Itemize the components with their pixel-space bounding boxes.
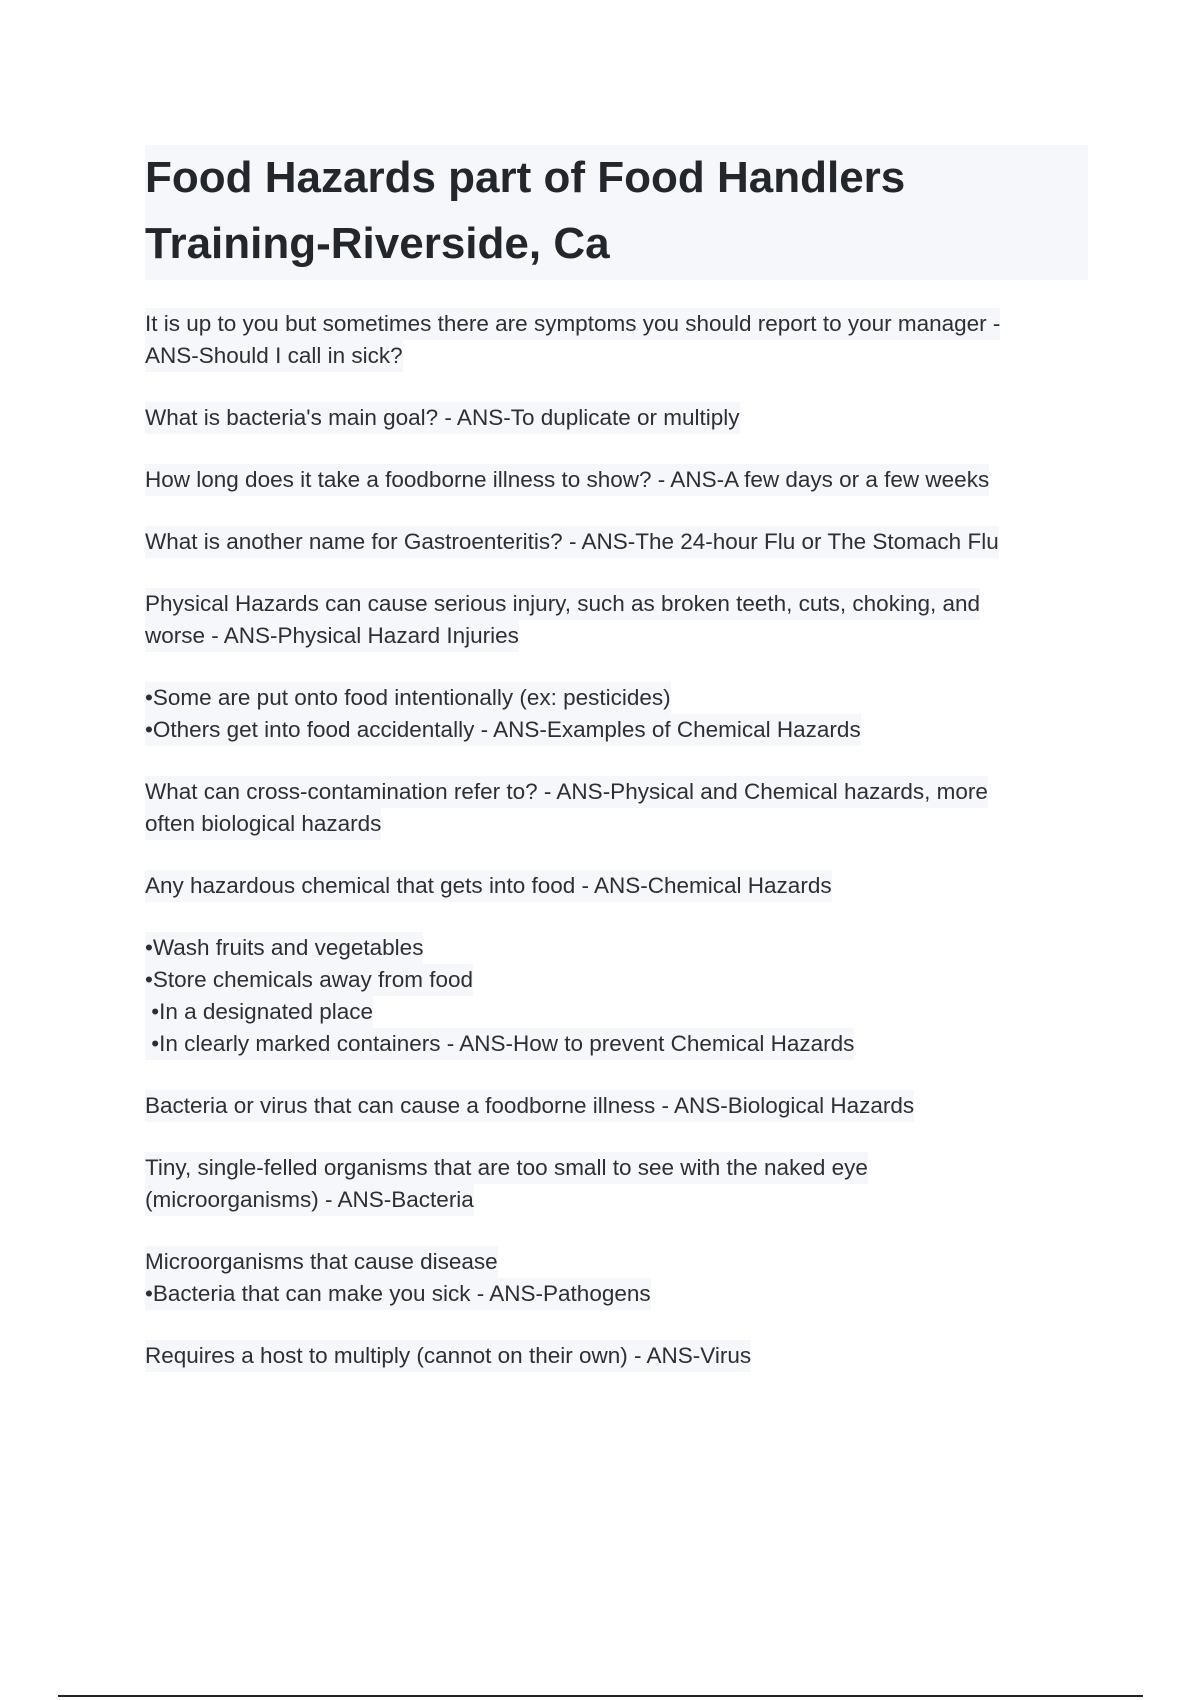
qa-line-row	[145, 588, 1085, 620]
qa-line-row	[145, 714, 1085, 746]
qa-line-row	[145, 526, 1085, 558]
qa-line-row	[145, 996, 1085, 1028]
qa-line-row	[145, 1028, 1085, 1060]
qa-entry	[145, 402, 1085, 434]
qa-entry	[145, 932, 1085, 1060]
qa-line-row	[145, 1090, 1085, 1122]
qa-line-text: Requires a host to multiply (cannot on their own) - ANS-Virus	[145, 1340, 751, 1372]
qa-line-text: often biological hazards	[145, 808, 381, 840]
qa-line-text: •In a designated place	[145, 996, 373, 1028]
qa-line-text: Physical Hazards can cause serious injury, such as broken teeth, cuts, choking, and	[145, 588, 980, 620]
qa-line-text: ANS-Should I call in sick?	[145, 340, 403, 372]
qa-line-text: •Store chemicals away from food	[145, 964, 473, 996]
qa-line-row	[145, 808, 1085, 840]
qa-list	[145, 308, 1085, 1402]
qa-line-text: worse - ANS-Physical Hazard Injuries	[145, 620, 519, 652]
qa-entry	[145, 526, 1085, 558]
qa-line-row	[145, 682, 1085, 714]
qa-line-text: •Some are put onto food intentionally (ex: pesticides)	[145, 682, 671, 714]
qa-line-row	[145, 870, 1085, 902]
qa-entry	[145, 1246, 1085, 1310]
qa-entry	[145, 464, 1085, 496]
qa-line-text: How long does it take a foodborne illness to show? - ANS-A few days or a few weeks	[145, 464, 989, 496]
footer-divider	[58, 1695, 1143, 1697]
qa-entry	[145, 870, 1085, 902]
qa-line-row	[145, 776, 1085, 808]
qa-line-text: •In clearly marked containers - ANS-How to prevent Chemical Hazards	[145, 1028, 854, 1060]
title-block	[145, 145, 1088, 280]
qa-line-text: (microorganisms) - ANS-Bacteria	[145, 1184, 474, 1216]
qa-line-row	[145, 402, 1085, 434]
qa-entry	[145, 1090, 1085, 1122]
qa-entry	[145, 588, 1085, 652]
qa-line-text: Any hazardous chemical that gets into food - ANS-Chemical Hazards	[145, 870, 832, 902]
qa-line-text: •Bacteria that can make you sick - ANS-Pathogens	[145, 1278, 651, 1310]
qa-line-row	[145, 1152, 1085, 1184]
qa-line-text: Tiny, single-felled organisms that are too small to see with the naked eye	[145, 1152, 868, 1184]
qa-line-text: What is bacteria's main goal? - ANS-To duplicate or multiply	[145, 402, 740, 434]
qa-line-row	[145, 1340, 1085, 1372]
qa-line-text: It is up to you but sometimes there are symptoms you should report to your manager -	[145, 308, 1000, 340]
qa-line-text: What is another name for Gastroenteritis? - ANS-The 24-hour Flu or The Stomach Flu	[145, 526, 999, 558]
qa-line-text: Microorganisms that cause disease	[145, 1246, 498, 1278]
qa-entry	[145, 776, 1085, 840]
qa-line-text: •Wash fruits and vegetables	[145, 932, 423, 964]
qa-entry	[145, 1152, 1085, 1216]
qa-line-row	[145, 964, 1085, 996]
qa-line-row	[145, 620, 1085, 652]
qa-line-row	[145, 1278, 1085, 1310]
qa-line-row	[145, 464, 1085, 496]
qa-line-row	[145, 1184, 1085, 1216]
qa-entry	[145, 1340, 1085, 1372]
document-title: Food Hazards part of Food Handlers Training-Riverside, Ca	[145, 153, 906, 268]
qa-entry	[145, 682, 1085, 746]
qa-line-row	[145, 308, 1085, 340]
qa-line-row	[145, 1246, 1085, 1278]
qa-line-row	[145, 340, 1085, 372]
qa-entry	[145, 308, 1085, 372]
qa-line-text: Bacteria or virus that can cause a foodborne illness - ANS-Biological Hazards	[145, 1090, 914, 1122]
qa-line-text: •Others get into food accidentally - ANS-Examples of Chemical Hazards	[145, 714, 861, 746]
qa-line-text: What can cross-contamination refer to? - ANS-Physical and Chemical hazards, more	[145, 776, 988, 808]
qa-line-row	[145, 932, 1085, 964]
